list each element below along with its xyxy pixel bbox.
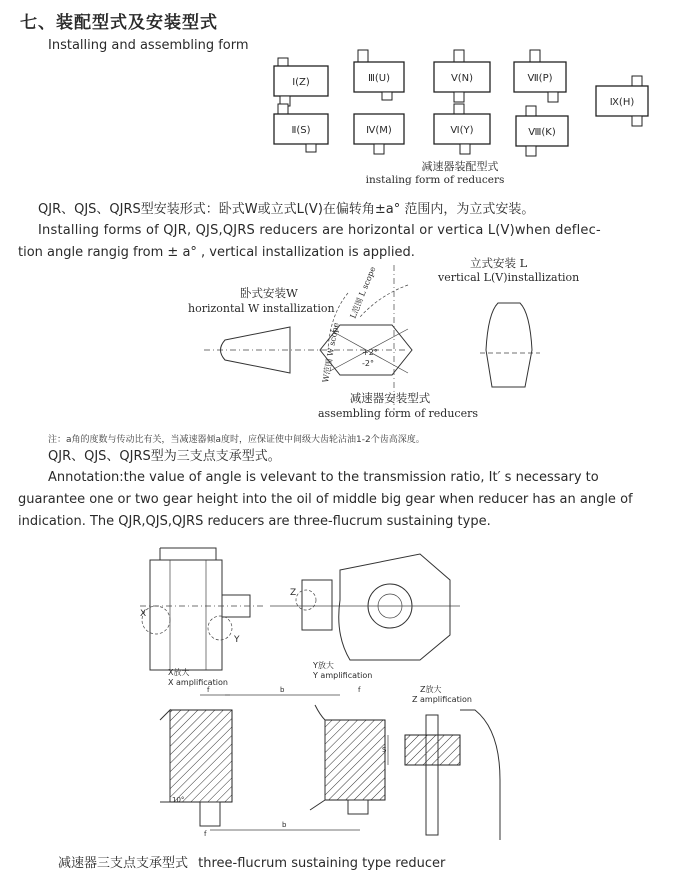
side-view: [140, 548, 265, 670]
y-amp-en: Y amplification: [313, 671, 373, 680]
x-amp-en: X amplification: [168, 678, 228, 687]
w-scope-label: W范围 W scope: [321, 321, 341, 384]
form-label: Ⅷ(K): [528, 127, 556, 138]
annotation-line-2: guarantee one or two gear height into the oil of middle big gear when reducer has an angle of: [18, 492, 633, 507]
front-view: [270, 554, 460, 660]
assembling-caption-cn: 减速器安装型式: [349, 391, 431, 405]
form-3-u: [354, 50, 404, 100]
section-subtitle: Installing and assembling form: [48, 38, 249, 53]
y-detail: [210, 686, 385, 830]
form-label: Ⅲ(U): [367, 73, 391, 84]
annotation-line-3: indication. The QJR,QJS,QJRS reducers are three-flucrum sustaining type.: [18, 514, 491, 529]
form-4-m: [354, 114, 404, 154]
forms-caption-cn: 减速器装配型式: [421, 160, 499, 173]
form-2-s: [274, 104, 328, 152]
form-5-n: [434, 50, 490, 102]
vertical-label-en: vertical L(V)installization: [438, 271, 580, 284]
y-amp-cn: Y放大: [313, 661, 334, 670]
dim-b-bottom: b: [282, 821, 287, 829]
form-label: Ⅰ(Z): [292, 77, 310, 88]
angle-10: 10°: [172, 796, 185, 804]
dim-s: S: [382, 746, 387, 754]
y-marker: Y: [234, 635, 240, 645]
horizontal-label-en: horizontal W installization: [188, 302, 335, 315]
install-text-cn: QJR、QJS、QJRS型安装形式：卧式W或立式L(V)在偏转角±a° 范围内，为立式安装。: [38, 202, 535, 217]
installation-angle-diagram: [180, 255, 600, 425]
dim-f-top: f: [207, 686, 210, 694]
x-detail: [160, 686, 232, 838]
dim-f-y: f: [358, 686, 361, 694]
dim-f-bottom: f: [204, 830, 207, 838]
form-6-y: [434, 104, 490, 154]
x-amp-cn: X放大: [168, 668, 190, 677]
form-1-z: [274, 58, 328, 106]
annotation-line-1: Annotation:the value of angle is velevant to the transmission ratio, It′ s necessary to: [48, 470, 599, 485]
z-marker: Z: [290, 588, 297, 598]
vertical-reducer-outline: [480, 303, 540, 387]
three-point-cn: QJR、QJS、QJRS型为三支点支承型式。: [48, 449, 281, 464]
section-title: 七、装配型式及安装型式: [20, 13, 218, 33]
bottom-caption-en: three-flucrum sustaining type reducer: [198, 856, 446, 871]
note-cn: 注：a角的度数与传动比有关，当减速器倾a度时，应保证使中间级大齿轮沾油1-2个齿高深度。: [48, 435, 425, 445]
bottom-caption: [58, 852, 445, 871]
install-text-en-2: tion angle rangig from ± a° , vertical installization is applied.: [18, 245, 415, 260]
vertical-label-cn: 立式安装 L: [470, 256, 528, 270]
form-label: Ⅶ(P): [527, 73, 553, 84]
x-marker: X: [140, 609, 147, 619]
bottom-caption-cn: 减速器三支点支承型式: [58, 856, 189, 871]
forms-caption-en: instaling form of reducers: [365, 174, 505, 186]
dim-b-top: b: [280, 686, 285, 694]
install-text-en-1: Installing forms of QJR, QJS,QJRS reducers are horizontal or vertica L(V)when deflec-: [38, 223, 601, 238]
form-label: Ⅱ(S): [291, 125, 311, 136]
form-label: Ⅵ(Y): [450, 125, 474, 136]
z-detail: [382, 710, 500, 840]
form-label: Ⅴ(N): [450, 73, 474, 84]
assembly-forms-diagram: [260, 42, 680, 192]
form-7-p: [514, 50, 566, 102]
deflected-reducer-outline: [320, 265, 412, 410]
horizontal-label-cn: 卧式安装W: [240, 286, 298, 300]
three-fulcrum-drawing: [130, 540, 550, 845]
form-label: Ⅳ(M): [366, 125, 392, 136]
form-8-k: [516, 106, 568, 156]
assembling-caption-en: assembling form of reducers: [317, 407, 479, 420]
l-scope-label: L范围 L scope: [348, 265, 378, 320]
angle-plus-label: +2°: [362, 348, 378, 357]
form-label: Ⅸ(H): [609, 97, 635, 108]
form-9-h: [596, 76, 648, 126]
z-amp-cn: Z放大: [420, 685, 442, 694]
z-amp-en: Z amplification: [412, 695, 472, 704]
angle-minus-label: -2°: [362, 359, 374, 368]
